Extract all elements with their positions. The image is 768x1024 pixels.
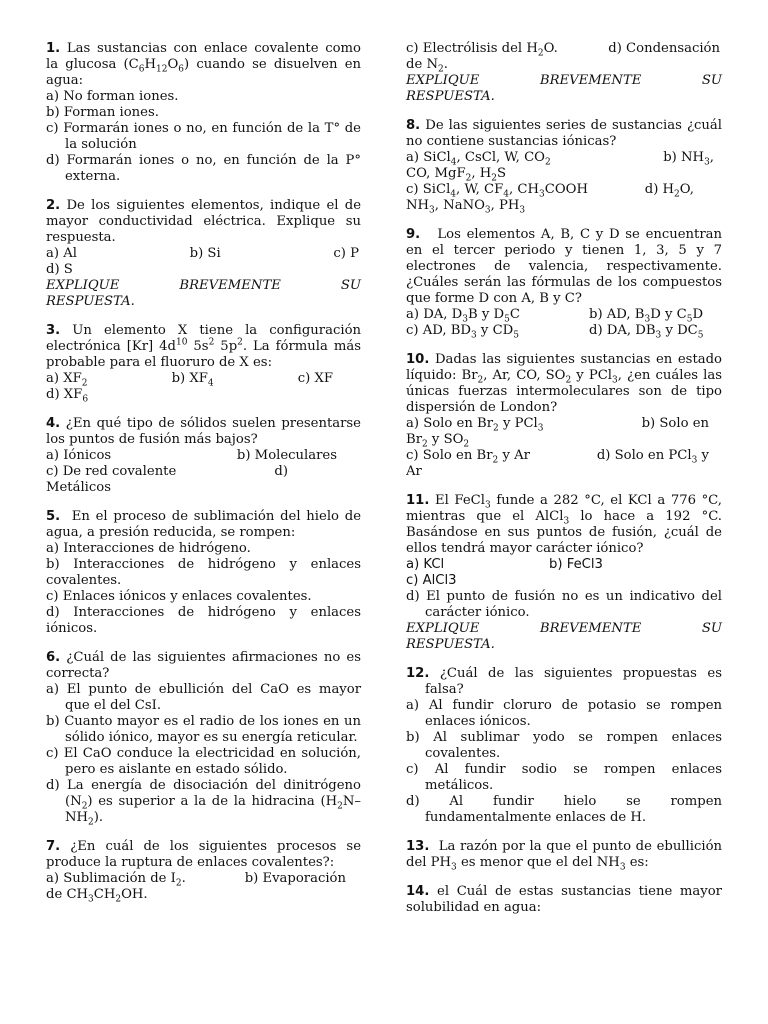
options-row xyxy=(46,464,361,480)
option-c: c) Solo en $Br_2$ y Ar xyxy=(406,448,530,466)
question-stem: 2. De los siguientes elementos, indique el de mayor conductividad eléctrica. Explique su respuesta. xyxy=(46,198,361,245)
explain-instruction: EXPLIQUE BREVEMENTE SU xyxy=(406,621,722,636)
option-d: d) Condensación xyxy=(608,41,720,56)
question-7-continued xyxy=(406,41,722,105)
option-c: c) XF xyxy=(297,371,333,386)
question-number: 1. xyxy=(46,41,61,56)
option-b: b) Al sublimar yodo se rompen enlaces covalentes. xyxy=(406,730,722,761)
question-number: 14. xyxy=(406,884,430,899)
question-number: 10. xyxy=(406,352,430,367)
question-3 xyxy=(46,323,361,403)
option-c: c) Al fundir sodio se rompen enlaces metálicos. xyxy=(406,762,722,793)
option-b: b) $XF_4$ xyxy=(171,371,214,389)
question-10 xyxy=(406,352,722,480)
explain-instruction-end: RESPUESTA. xyxy=(406,89,495,104)
option-c: c) El CaO conduce la electricidad en solución, pero es aislante en estado sólido. xyxy=(46,746,361,777)
options-row xyxy=(406,448,722,464)
question-stem: 8. De las siguientes series de sustancias ¿cuál no contiene sustancias iónicas? xyxy=(406,118,722,149)
question-number: 13. xyxy=(406,839,430,854)
question-stem: 9. Los elementos A, B, C y D se encuentran en el tercer periodo y tienen 1, 3, 5 y 7 electrones de valencia, respectivamente. ¿Cuáles serán las fórmulas de los compuestos que forme D con A, B y C? xyxy=(406,227,723,306)
options-row xyxy=(406,323,722,339)
option-d: d) DA, $DB_3$ y $DC_5$ xyxy=(589,323,704,341)
option-d-continued: $NH_3$, NaNO$_3$, $PH_3$ xyxy=(406,198,526,216)
option-a: a) Solo en $Br_2$ y PCl$_3$ xyxy=(406,416,544,434)
option-b: b) Solo en xyxy=(641,416,709,431)
option-d-label: d) xyxy=(274,464,288,479)
option-a: a) El punto de ebullición del CaO es mayor que el del CsI. xyxy=(46,682,361,713)
option-a: a) Sublimación de $I_2$. xyxy=(46,871,186,889)
question-8 xyxy=(406,118,722,214)
option-a: a) KCl xyxy=(406,557,445,572)
explain-instruction: EXPLIQUE BREVEMENTE SU xyxy=(406,73,722,88)
option-d: d) Solo en PCl$_3$ y xyxy=(596,448,709,466)
question-13 xyxy=(406,839,722,871)
options-row xyxy=(406,307,722,323)
option-a: a) DA, $D_3B$ y $D_5C$ xyxy=(406,307,520,325)
option-c: c) Enlaces iónicos y enlaces covalentes. xyxy=(46,589,312,604)
option-a: a) SiCl$_4$, CsCl, W, $CO_2$ xyxy=(406,150,551,168)
option-a: a) $XF_2$ xyxy=(46,371,88,389)
option-b: b) Interacciones de hidrógeno y enlaces covalentes. xyxy=(46,557,361,588)
option-d: d) S xyxy=(46,262,73,277)
explain-instruction-end: RESPUESTA. xyxy=(406,637,495,652)
option-a: a) Al fundir cloruro de potasio se rompen enlaces iónicos. xyxy=(406,698,722,729)
option-b: b) $NH_3$, xyxy=(663,150,714,168)
question-stem: 4. ¿En qué tipo de sólidos suelen presentarse los puntos de fusión más bajos? xyxy=(46,416,361,447)
question-stem: 3. Un elemento X tiene la configuración electrónica [Kr] $4d^{10}$ $5s^2$ $5p^2$. La fórmula más probable para el fluoruro de X es: xyxy=(46,323,361,370)
explain-instruction: EXPLIQUE BREVEMENTE SU xyxy=(46,278,361,293)
question-11 xyxy=(406,493,722,653)
option-b: b) Cuanto mayor es el radio de los iones en un sólido iónico, mayor es su energía reticular. xyxy=(46,714,361,745)
question-2 xyxy=(46,198,361,310)
question-number: 4. xyxy=(46,416,61,431)
option-a: a) No forman iones. xyxy=(46,89,179,104)
option-c: c) AlCl3 xyxy=(406,573,457,588)
question-stem: 1. Las sustancias con enlace covalente como la glucosa $(C_6H_{12}O_6)$ cuando se disuelven en agua: xyxy=(46,41,361,88)
option-b-continued: de $CH_3CH_2OH$. xyxy=(46,887,148,905)
option-b: b) Forman iones. xyxy=(46,105,159,120)
question-14 xyxy=(406,884,722,916)
options-row xyxy=(406,557,722,573)
option-d: d) Interacciones de hidrógeno y enlaces iónicos. xyxy=(46,605,361,636)
question-12 xyxy=(406,666,722,826)
question-number: 3. xyxy=(46,323,61,338)
option-c: c) AD, $BD_3$ y $CD_5$ xyxy=(406,323,519,341)
option-b-continued: $Br_2$ y $SO_2$ xyxy=(406,432,470,450)
options-row xyxy=(46,871,361,887)
option-b: b) Evaporación xyxy=(244,871,346,886)
question-number: 6. xyxy=(46,650,61,665)
option-b: b) FeCl3 xyxy=(549,557,603,572)
option-a: a) Interacciones de hidrógeno. xyxy=(46,541,251,556)
question-5 xyxy=(46,509,361,637)
option-b-continued: CO, MgF$_2$, $H_2S$ xyxy=(406,166,507,184)
right-column xyxy=(406,41,722,929)
question-number: 5. xyxy=(46,509,61,524)
question-stem: 14. el Cuál de estas sustancias tiene mayor solubilidad en agua: xyxy=(406,884,722,915)
option-d: d) Al fundir hielo se rompen fundamentalmente enlaces de H. xyxy=(406,794,722,825)
option-b: b) Moleculares xyxy=(236,448,337,463)
option-b: b) Si xyxy=(189,246,221,261)
question-number: 7. xyxy=(46,839,61,854)
question-stem: 5. En el proceso de sublimación del hielo de agua, a presión reducida, se rompen: xyxy=(46,509,361,540)
option-c: c) De red covalente xyxy=(46,464,177,479)
question-number: 2. xyxy=(46,198,61,213)
question-number: 8. xyxy=(406,118,421,133)
question-9 xyxy=(406,227,722,339)
options-row xyxy=(46,246,361,262)
question-stem: 10. Dadas las siguientes sustancias en estado líquido: $Br_2$, Ar, CO, $SO_2$ y PCl$_3$, ¿en cuáles las únicas fuerzas intermoleculares son de tipo dispersión de London? xyxy=(406,352,722,415)
options-row xyxy=(406,150,722,166)
options-row xyxy=(46,371,361,387)
option-d: d) $XF_6$ xyxy=(46,387,89,405)
question-1 xyxy=(46,41,361,185)
option-d: d) La energía de disociación del dinitrógeno $(N_2)$ es superior a la de la hidracina $(H_2N-NH_2)$. xyxy=(46,778,361,828)
option-a: a) Iónicos xyxy=(46,448,112,463)
option-d-continued: Ar xyxy=(406,464,422,479)
option-d: d) $H_2O$, xyxy=(644,182,694,200)
question-stem: 13. La razón por la que el punto de ebullición del $PH_3$ es menor que el del $NH_3$ es: xyxy=(406,839,722,873)
explain-instruction-end: RESPUESTA. xyxy=(46,294,135,309)
option-d-text: Metálicos xyxy=(46,480,111,495)
options-row xyxy=(406,41,722,57)
option-c: c) P xyxy=(333,246,359,261)
options-row xyxy=(406,182,722,198)
question-number: 12. xyxy=(406,666,430,681)
question-4 xyxy=(46,416,361,496)
option-c: c) Formarán iones o no, en función de la T° de la solución xyxy=(46,121,361,152)
left-column xyxy=(46,41,361,916)
question-stem: 6. ¿Cuál de las siguientes afirmaciones no es correcta? xyxy=(46,650,361,681)
question-stem: 7. ¿En cuál de los siguientes procesos se produce la ruptura de enlaces covalentes?: xyxy=(46,839,361,870)
option-c: c) Electrólisis del $H_2O$. xyxy=(406,41,558,59)
option-c: c) SiCl$_4$, W, $CF_4$, $CH_3COOH$ xyxy=(406,182,588,200)
question-6 xyxy=(46,650,361,826)
question-number: 9. xyxy=(406,227,421,242)
question-number: 11. xyxy=(406,493,430,508)
option-d-continued: de $N_2$. xyxy=(406,57,448,75)
option-a: a) Al xyxy=(46,246,77,261)
question-stem: 11. El FeCl$_3$ funde a 282 °C, el KCl a 776 °C, mientras que el AlCl$_3$ lo hace a 192 °C. Basándose en sus puntos de fusión, ¿cuál de ellos tendrá mayor carácter iónico? xyxy=(406,493,723,556)
option-d: d) El punto de fusión no es un indicativo del carácter iónico. xyxy=(406,589,722,620)
options-row xyxy=(46,448,361,464)
question-stem: 12. ¿Cuál de las siguientes propuestas es falsa? xyxy=(406,666,722,697)
options-row xyxy=(406,416,722,432)
question-7 xyxy=(46,839,361,903)
option-d: d) Formarán iones o no, en función de la P° externa. xyxy=(46,153,361,184)
option-b: b) AD, $B_3D$ y $C_5D$ xyxy=(589,307,704,325)
